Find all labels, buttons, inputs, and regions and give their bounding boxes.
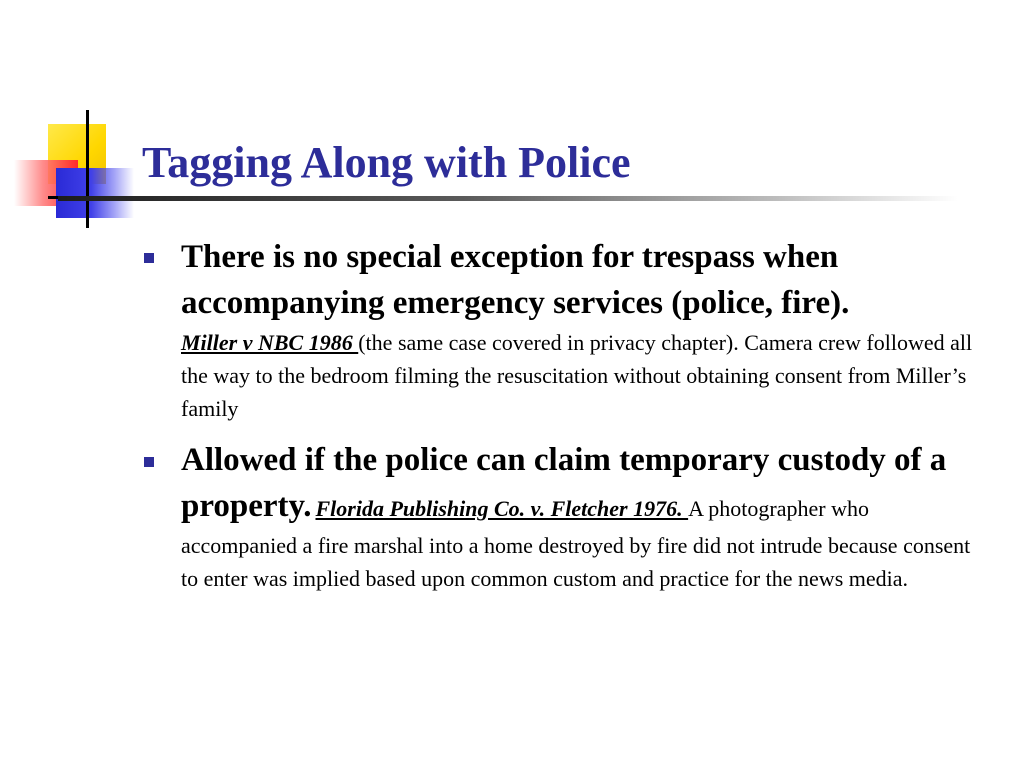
- bullet-list: [144, 234, 989, 595]
- bullet-1-text: (the same case covered in privacy chapter). Camera crew followed all the way to the bedroom filming the resuscitation without obtaining consent from Miller’s family: [181, 330, 973, 421]
- bullet-2-citation: Florida Publishing Co. v. Fletcher 1976.: [315, 496, 689, 521]
- bullet-2-heading: Allowed if the police can claim temporary custody of a property.: [181, 442, 947, 524]
- bullet-1-body: [181, 330, 972, 421]
- square-bullet-icon: [144, 253, 154, 263]
- bullet-1-citation: Miller v NBC 1986: [181, 330, 359, 355]
- bullet-item-1: [144, 234, 989, 425]
- bullet-2-text: A photographer who accompanied a fire marshal into a home destroyed by fire did not intrude because consent to enter was implied based upon common custom and practice for the news media.: [181, 496, 971, 591]
- title-underline-rule: [58, 196, 958, 201]
- square-bullet-icon: [144, 457, 154, 467]
- bullet-1-heading: There is no special exception for trespass when accompanying emergency services (police, fire).: [181, 239, 850, 321]
- decorative-blue-square: [56, 168, 134, 218]
- bullet-item-2: [144, 437, 989, 595]
- slide-title: Tagging Along with Police: [142, 138, 631, 187]
- decorative-vertical-line: [86, 110, 89, 228]
